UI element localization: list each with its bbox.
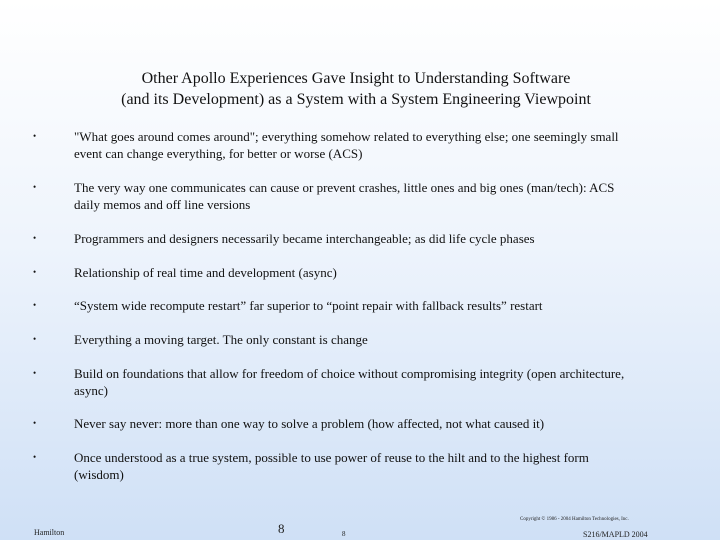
slide-title-line-2: (and its Development) as a System with a System Engineering Viewpoint (121, 91, 591, 108)
bullet-marker: • (33, 334, 37, 344)
bullet-line: Never say never: more than one way to solve a problem (how affected, not what caused it) (74, 416, 545, 431)
bullet-item (33, 230, 535, 247)
bullet-marker: • (33, 368, 37, 378)
bullet-item (33, 179, 614, 213)
bullet-marker: • (33, 233, 37, 243)
bullet-line: daily memos and off line versions (74, 197, 251, 212)
bullet-line: The very way one communicates can cause or prevent crashes, little ones and big ones (man/tech): ACS (74, 180, 615, 195)
bullet-line: Build on foundations that allow for freedom of choice without compromising integrity (open architecture, (74, 366, 625, 381)
page-number-small: 8 (342, 530, 346, 538)
bullet-line: "What goes around comes around"; everything somehow related to everything else; one seemingly small (74, 129, 619, 144)
copyright-notice: Copyright © 1986 - 2004 Hamilton Technologies, Inc. (520, 517, 629, 522)
bullet-item (33, 449, 589, 483)
bullet-line: Programmers and designers necessarily became interchangeable; as did life cycle phases (74, 231, 535, 246)
bullet-marker: • (33, 418, 37, 428)
bullet-item (33, 365, 624, 399)
bullet-item (33, 331, 368, 348)
bullet-marker: • (33, 267, 37, 277)
bullet-item (33, 297, 543, 314)
bullet-line: async) (74, 383, 108, 398)
bullet-marker: • (33, 182, 37, 192)
bullet-line: Relationship of real time and development (async) (74, 265, 337, 280)
bullet-line: (wisdom) (74, 467, 124, 482)
bullet-line: event can change everything, for better or worse (ACS) (74, 146, 363, 161)
bullet-marker: • (33, 131, 37, 141)
bullet-item (33, 128, 619, 162)
bullet-item (33, 415, 544, 432)
slide-title (0, 68, 712, 110)
footer-author: Hamilton (34, 528, 65, 537)
bullet-item (33, 264, 337, 281)
bullet-line: “System wide recompute restart” far superior to “point repair with fallback results” restart (74, 298, 543, 313)
footer-event: S216/MAPLD 2004 (583, 530, 648, 539)
bullet-line: Once understood as a true system, possible to use power of reuse to the hilt and to the highest form (74, 450, 589, 465)
bullet-marker: • (33, 452, 37, 462)
bullet-marker: • (33, 300, 37, 310)
bullet-line: Everything a moving target. The only constant is change (74, 332, 368, 347)
slide-title-line-1: Other Apollo Experiences Gave Insight to Understanding Software (141, 70, 571, 87)
page-number: 8 (278, 521, 285, 536)
